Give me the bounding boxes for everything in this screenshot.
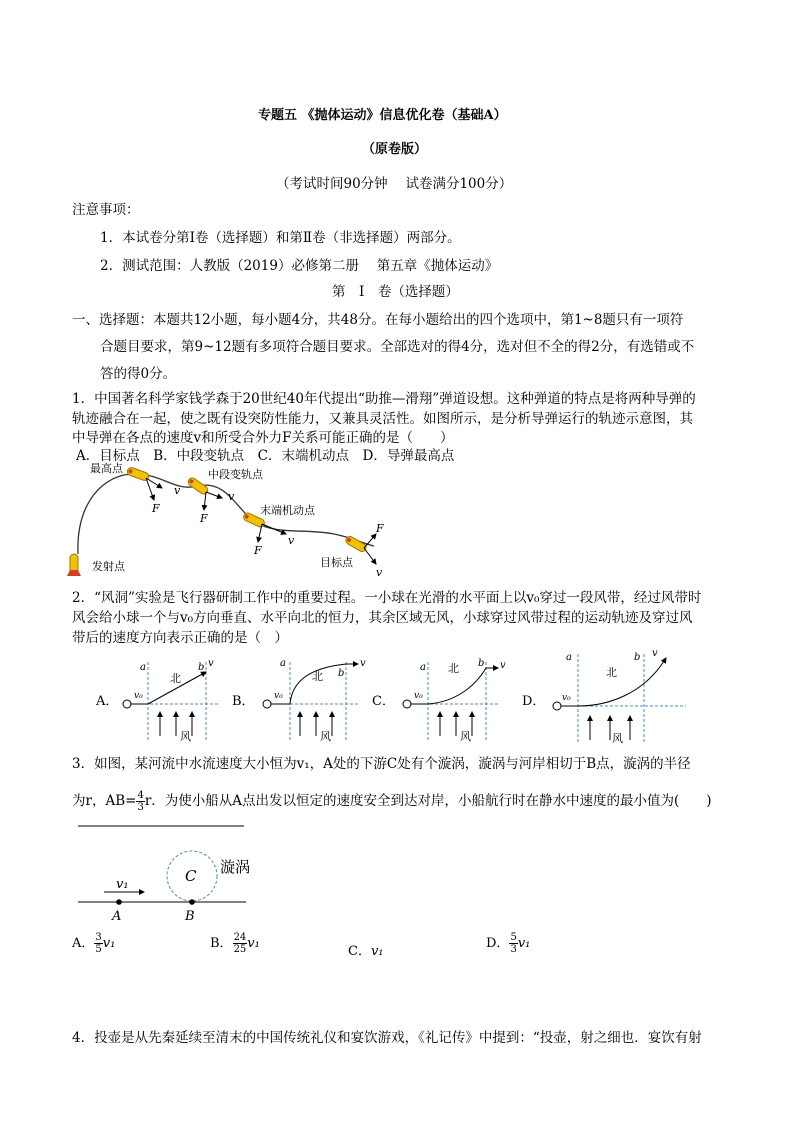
label-v2: v [228, 490, 235, 503]
q3-frac-ab: $\frac{4}{3}$ [137, 790, 144, 813]
label-f4: F [376, 522, 384, 535]
q1-trajectory-figure [64, 462, 404, 584]
svg-text:v₀: v₀ [414, 691, 423, 701]
label-highest: 最高点 [90, 462, 123, 475]
q3-option-d: D． $\frac{5}{3}$ v₁ [486, 932, 531, 955]
svg-text:v: v [500, 660, 506, 671]
svg-text:v: v [652, 648, 658, 659]
svg-text:a: a [420, 662, 426, 673]
exam-info: （考试时间90分钟 试卷满分100分） [276, 176, 513, 192]
point-a [116, 899, 122, 905]
v-arrow-target [364, 548, 376, 564]
q2-option-d-figure [548, 644, 688, 744]
svg-text:v: v [360, 658, 366, 669]
missile-launch [67, 554, 81, 576]
q2-option-b-label: B． [232, 694, 255, 709]
q2-option-c-label: C． [372, 694, 395, 709]
section1-line1: 一、选择题：本题共12小题，每小题4分，共48分。在每小题给出的四个选项中，第1~8题只有一项符 [72, 312, 684, 328]
q3-option-a: A． $\frac{3}{5}$ v₁ [72, 932, 116, 955]
q1-line2: 轨迹融合在一起，使之既有设突防性能力，又兼具灵活性。如图所示，是分析导弹运行的轨迹示意图，其 [72, 411, 693, 427]
notice-heading: 注意事项： [72, 202, 140, 218]
point-b [189, 899, 195, 905]
svg-text:北: 北 [448, 662, 459, 675]
q3-option-b: B． $\frac{24}{25}$ v₁ [210, 932, 260, 955]
svg-text:B: B [185, 909, 195, 924]
q1-options: A．目标点 B．中段变轨点 C．末端机动点 D．导弹最高点 [76, 448, 455, 464]
svg-text:b: b [338, 668, 345, 679]
q3-line2: 为r，AB= $\frac{4}{3}$ r．为使小船从A点出发以恒定的速度安全到达对岸，小船航行时在静水中速度的最小值为( ) [72, 790, 712, 813]
paper-subtitle: （原卷版） [362, 142, 428, 157]
q2-line1: 2．“风洞”实验是飞行器研制工作中的重要过程。一小球在光滑的水平面上以v₀穿过一段风带，经过风带时 [72, 590, 702, 606]
label-target: 目标点 [320, 556, 353, 569]
svg-text:v₀: v₀ [134, 691, 143, 701]
q1-line3: 中导弹在各点的速度v和所受合外力F关系可能正确的是（ ） [72, 430, 454, 446]
f-arrow-mid [204, 492, 206, 510]
label-f3: F [254, 544, 262, 557]
q2-option-c-figure [398, 652, 508, 742]
notice-item-2: 2．测试范围：人教版（2019）必修第二册 第五章《抛体运动》 [100, 258, 499, 274]
svg-text:v: v [208, 658, 214, 669]
svg-text:北: 北 [312, 670, 323, 683]
label-v1: v [174, 484, 181, 497]
section1-line3: 答的得0分。 [100, 366, 177, 382]
v-arrow-terminal [262, 524, 286, 534]
paper-title: 专题五 《抛体运动》信息优化卷（基础A） [258, 108, 507, 123]
label-launch: 发射点 [92, 560, 125, 573]
svg-text:C: C [185, 867, 197, 885]
label-f1: F [152, 502, 160, 515]
svg-text:b: b [478, 658, 485, 669]
svg-text:北: 北 [170, 672, 181, 685]
section1-line2: 合题目要求，第9~12题有多项符合题目要求。全部选对的得4分，选对但不全的得2分，有选错或不 [100, 339, 695, 355]
trajectory-curve [78, 474, 374, 554]
svg-text:A: A [112, 909, 122, 924]
svg-text:a: a [566, 652, 572, 663]
svg-text:漩涡: 漩涡 [220, 858, 251, 876]
svg-text:风: 风 [320, 730, 331, 742]
label-v4: v [376, 566, 383, 579]
svg-text:v₀: v₀ [274, 691, 283, 701]
f-arrow-target [364, 534, 376, 548]
q3-option-c: C．v₁ [348, 944, 384, 959]
q2-option-d-label: D． [522, 694, 546, 709]
label-f2: F [200, 512, 208, 525]
q2-option-a-label: A． [96, 694, 119, 709]
f-arrow-highest [146, 478, 154, 500]
svg-text:北: 北 [606, 666, 617, 679]
volume-heading: 第 Ⅰ 卷（选择题） [332, 284, 459, 300]
label-mid: 中段变轨点 [208, 468, 263, 481]
svg-text:风: 风 [460, 730, 471, 742]
q3-line1: 3．如图，某河流中水流速度大小恒为v₁，A处的下游C处有个漩涡，漩涡与河岸相切于B点，漩涡的半径 [72, 756, 691, 772]
svg-text:b: b [634, 652, 641, 663]
svg-text:a: a [140, 662, 146, 673]
label-v3: v [288, 534, 295, 547]
svg-text:风: 风 [612, 732, 623, 744]
missile-target [344, 535, 367, 553]
q2-line2: 风会给小球一个与v₀方向垂直、水平向北的恒力，其余区域无风，小球穿过风带过程的运动轨迹及穿过风 [72, 610, 693, 626]
svg-text:b: b [198, 662, 205, 673]
q4-line1: 4．投壶是从先秦延续至清末的中国传统礼仪和宴饮游戏，《礼记传》中提到：“投壶，射之细也．宴饮有射 [72, 1030, 702, 1046]
q3-river-figure [72, 822, 272, 926]
v-arrow-mid [206, 492, 222, 498]
q1-line1: 1．中国著名科学家钱学森于20世纪40年代提出“助推—滑翔”弹道设想。这种弹道的特点是将两种导弹的 [72, 391, 696, 407]
svg-text:a: a [280, 658, 286, 669]
svg-text:风: 风 [180, 730, 191, 742]
label-terminal: 末端机动点 [260, 504, 315, 517]
svg-text:v₀: v₀ [562, 693, 571, 703]
q2-option-a-figure [118, 652, 218, 742]
q2-line3: 带后的速度方向表示正确的是（ ） [72, 630, 288, 646]
svg-text:v₁: v₁ [116, 877, 129, 892]
q2-option-b-figure [258, 652, 368, 742]
notice-item-1: 1．本试卷分第Ⅰ卷（选择题）和第Ⅱ卷（非选择题）两部分。 [100, 230, 461, 246]
